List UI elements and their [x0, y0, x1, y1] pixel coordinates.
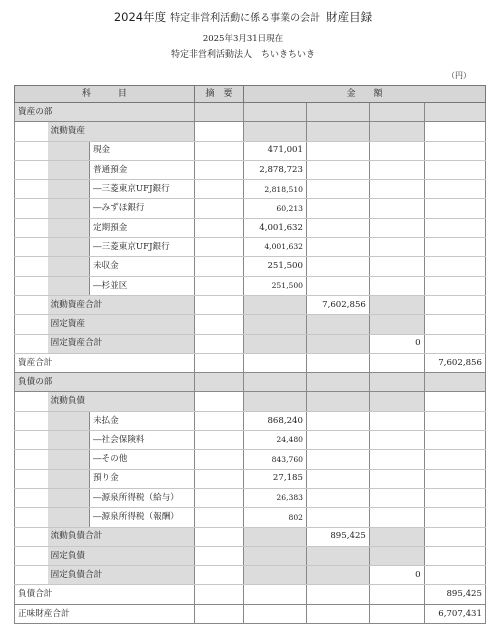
- table-row: [15, 238, 486, 257]
- item-label: ―三菱東京UFJ銀行: [89, 238, 194, 257]
- table-row: [15, 199, 486, 218]
- liabilities-section-row: [15, 373, 486, 392]
- table-row: [15, 431, 486, 450]
- fixed-assets-heading-row: [15, 315, 486, 334]
- table-row: [15, 180, 486, 199]
- table-row: [15, 469, 486, 488]
- item-value: 471,001: [244, 141, 307, 160]
- table-row: [15, 450, 486, 469]
- subtotal-label: 固定負債合計: [48, 566, 195, 585]
- liabilities-total-row: [15, 585, 486, 604]
- item-value: 4,001,632: [244, 218, 307, 237]
- item-value: 251,500: [244, 276, 307, 295]
- current-liabilities-heading-row: [15, 392, 486, 411]
- subtotal-label: 固定資産合計: [48, 334, 195, 353]
- document-title: [0, 9, 486, 25]
- amount-header: 金 額: [244, 86, 486, 103]
- item-label: 未払金: [89, 411, 194, 430]
- item-value: 27,185: [244, 469, 307, 488]
- assets-section-label: 資産の部: [15, 103, 195, 122]
- item-label: 未収金: [89, 257, 194, 276]
- item-value: 24,480: [244, 431, 307, 450]
- table-row: [15, 141, 486, 160]
- current-assets-heading-row: [15, 122, 486, 141]
- subtotal-label: 流動資産合計: [48, 295, 195, 314]
- subtotal-value: 7,602,856: [307, 295, 370, 314]
- net-assets-value: 6,707,431: [424, 604, 485, 623]
- total-value: 7,602,856: [424, 353, 485, 372]
- liabilities-section-label: 負債の部: [15, 373, 195, 392]
- table-row: [15, 508, 486, 527]
- fixed-liabilities-total-row: [15, 566, 486, 585]
- item-label: 普通預金: [89, 160, 194, 179]
- item-value: 60,213: [244, 199, 307, 218]
- item-label: ―その他: [89, 450, 194, 469]
- fixed-liabilities-label: 固定負債: [48, 546, 195, 565]
- fiscal-year: 2024年度: [113, 10, 167, 24]
- item-label: 現金: [89, 141, 194, 160]
- item-label: 定期預金: [89, 218, 194, 237]
- current-assets-label: 流動資産: [48, 122, 195, 141]
- item-label: ―源泉所得税（報酬）: [89, 508, 194, 527]
- inventory-table: [14, 85, 486, 624]
- item-value: 2,878,723: [244, 160, 307, 179]
- subtotal-value: 0: [369, 566, 424, 585]
- header-row: [15, 86, 486, 103]
- item-value: 843,760: [244, 450, 307, 469]
- subtotal-label: 流動負債合計: [48, 527, 195, 546]
- item-label: ―みずほ銀行: [89, 199, 194, 218]
- title-subtitle: 特定非営利活動に係る事業の会計: [170, 13, 321, 24]
- unit-label: （円）: [447, 71, 471, 80]
- table-row: [15, 257, 486, 276]
- item-value: 4,001,632: [244, 238, 307, 257]
- title-main: 財産目録: [326, 10, 373, 24]
- summary-header: 摘 要: [194, 86, 243, 103]
- total-label: 資産合計: [15, 353, 195, 372]
- subtotal-value: 895,425: [307, 527, 370, 546]
- item-value: 868,240: [244, 411, 307, 430]
- table-row: [15, 488, 486, 507]
- fixed-assets-total-row: [15, 334, 486, 353]
- subtotal-value: 0: [369, 334, 424, 353]
- assets-total-row: [15, 353, 486, 372]
- assets-section-row: [15, 103, 486, 122]
- table-row: [15, 411, 486, 430]
- fixed-liabilities-heading-row: [15, 546, 486, 565]
- item-label: ―源泉所得税（給与）: [89, 488, 194, 507]
- current-liabilities-label: 流動負債: [48, 392, 195, 411]
- item-value: 26,383: [244, 488, 307, 507]
- item-label: ―杉並区: [89, 276, 194, 295]
- net-assets-label: 正味財産合計: [15, 604, 195, 623]
- fixed-assets-label: 固定資産: [48, 315, 195, 334]
- table-row: [15, 160, 486, 179]
- current-liabilities-total-row: [15, 527, 486, 546]
- item-label: ―三菱東京UFJ銀行: [89, 180, 194, 199]
- organization-name: 特定非営利活動法人 ちいきちいき: [170, 50, 315, 60]
- item-label: 預り金: [89, 469, 194, 488]
- current-assets-total-row: [15, 295, 486, 314]
- total-label: 負債合計: [15, 585, 195, 604]
- table-row: [15, 276, 486, 295]
- subject-header: 科 目: [15, 86, 195, 103]
- item-value: 251,500: [244, 257, 307, 276]
- as-of-date: 2025年3月31日現在: [202, 34, 284, 44]
- item-value: 802: [244, 508, 307, 527]
- item-value: 2,818,510: [244, 180, 307, 199]
- total-value: 895,425: [424, 585, 485, 604]
- table-row: [15, 218, 486, 237]
- item-label: ―社会保険料: [89, 431, 194, 450]
